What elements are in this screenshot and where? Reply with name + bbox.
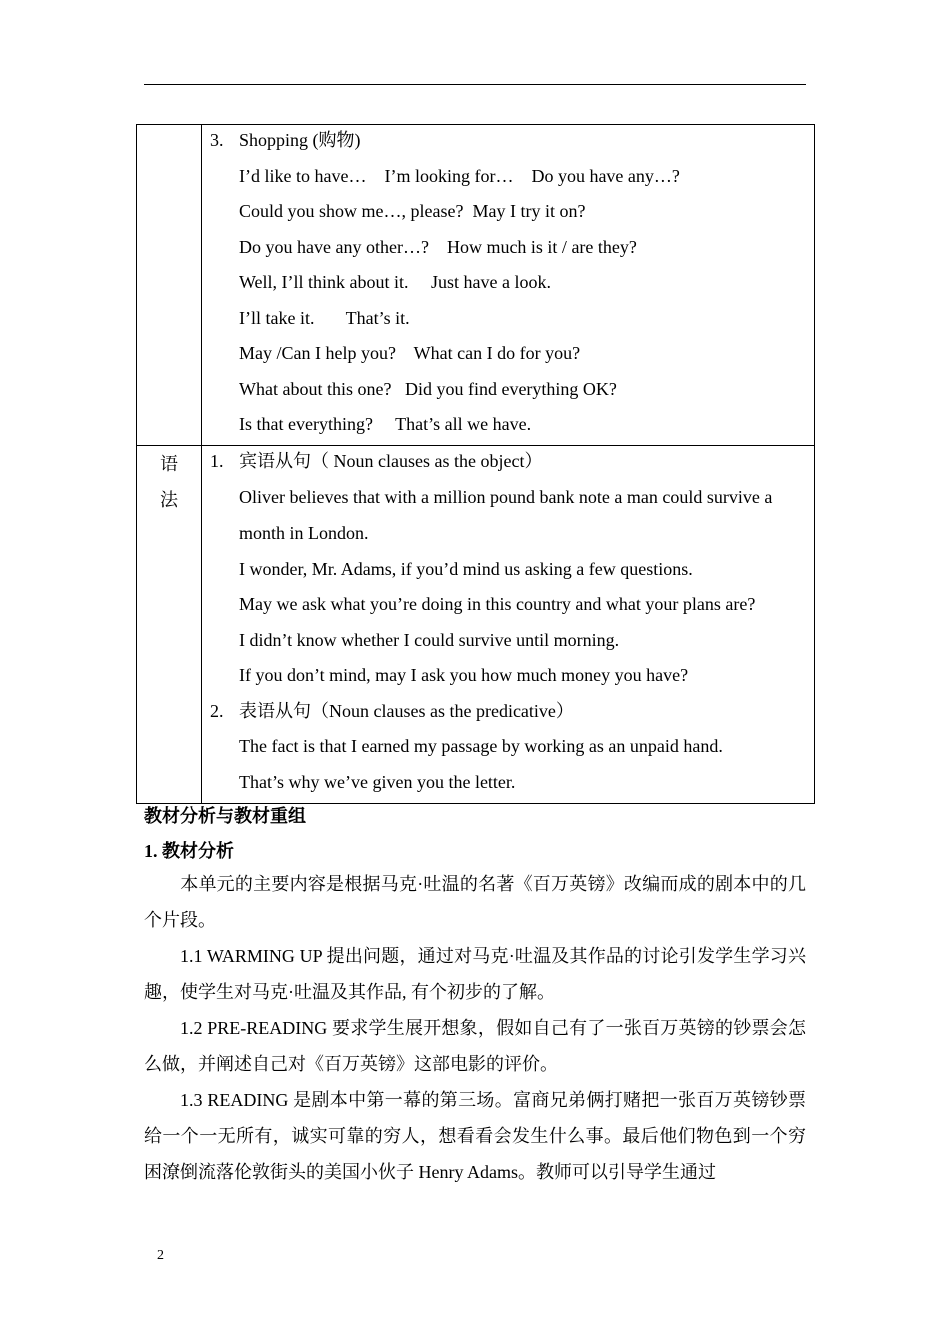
- shopping-label-cell: [137, 125, 202, 446]
- paragraph-reading: 1.3 READING 是剧本中第一幕的第三场。富商兄弟俩打赌把一张百万英镑钞票给一个一无所有，诚实可靠的穷人，想看看会发生什么事。最后他们物色到一个穷困潦倒流落伦敦街头的美国小伙子 Henry Adams。教师可以引导学生通过: [144, 1090, 806, 1182]
- grammar-example: May we ask what you’re doing in this country and what your plans are?: [239, 594, 756, 614]
- grammar-row: [137, 446, 815, 804]
- shopping-row: [137, 125, 815, 446]
- shopping-title: Shopping (购物): [239, 130, 361, 150]
- grammar-example: The fact is that I earned my passage by working as an unpaid hand.: [239, 736, 723, 756]
- shopping-num: 3.: [210, 130, 224, 150]
- shopping-line: I’d like to have… I’m looking for… Do you have any…?: [239, 165, 680, 186]
- grammar-example: If you don’t mind, may I ask you how much money you have?: [239, 665, 689, 685]
- page-number: 2: [157, 1248, 164, 1263]
- grammar-item2-title-line: [202, 698, 814, 734]
- grammar-label-cell: [137, 446, 202, 804]
- shopping-line: Do you have any other…? How much is it / are they?: [239, 236, 637, 257]
- shopping-line: Is that everything? That’s all we have.: [239, 414, 532, 434]
- grammar-item1-num: 1.: [210, 451, 224, 471]
- shopping-line: What about this one? Did you find everything OK?: [239, 378, 617, 399]
- paragraph-intro: 本单元的主要内容是根据马克·吐温的名著《百万英镑》改编而成的剧本中的几个片段。: [144, 874, 806, 930]
- grammar-label-2: 法: [160, 490, 178, 510]
- shopping-line: Well, I’ll think about it. Just have a look.: [239, 272, 552, 292]
- grammar-example: That’s why we’ve given you the letter.: [239, 771, 516, 792]
- content-table: [136, 124, 815, 804]
- grammar-item2-num: 2.: [210, 700, 224, 721]
- grammar-item1-title: 宾语从句（ Noun clauses as the object）: [239, 451, 543, 471]
- grammar-example: I didn’t know whether I could survive until morning.: [239, 629, 620, 650]
- grammar-example: Oliver believes that with a million pound bank note a man could survive a month in London.: [239, 486, 773, 543]
- section-heading: 教材分析与教材重组: [144, 806, 306, 826]
- shopping-content-cell: [202, 125, 815, 446]
- section-subheading: 1. 教材分析: [144, 841, 234, 861]
- grammar-content-cell: [202, 446, 815, 804]
- shopping-line: Could you show me…, please? May I try it on?: [239, 201, 586, 221]
- paragraph-pre-reading: 1.2 PRE-READING 要求学生展开想象，假如自己有了一张百万英镑的钞票会怎么做，并阐述自己对《百万英镑》这部电影的评价。: [144, 1018, 806, 1074]
- header-rule: [144, 84, 806, 85]
- shopping-title-line: [202, 127, 814, 163]
- grammar-item2-title: 表语从句（Noun clauses as the predicative）: [239, 700, 574, 721]
- paragraph-warming-up: 1.1 WARMING UP 提出问题，通过对马克·吐温及其作品的讨论引发学生学习兴趣，使学生对马克·吐温及其作品, 有个初步的了解。: [144, 946, 806, 1002]
- shopping-line: May /Can I help you? What can I do for you?: [239, 343, 581, 363]
- grammar-label-1: 语: [160, 454, 178, 474]
- shopping-line: I’ll take it. That’s it.: [239, 307, 410, 328]
- grammar-example: I wonder, Mr. Adams, if you’d mind us asking a few questions.: [239, 558, 693, 579]
